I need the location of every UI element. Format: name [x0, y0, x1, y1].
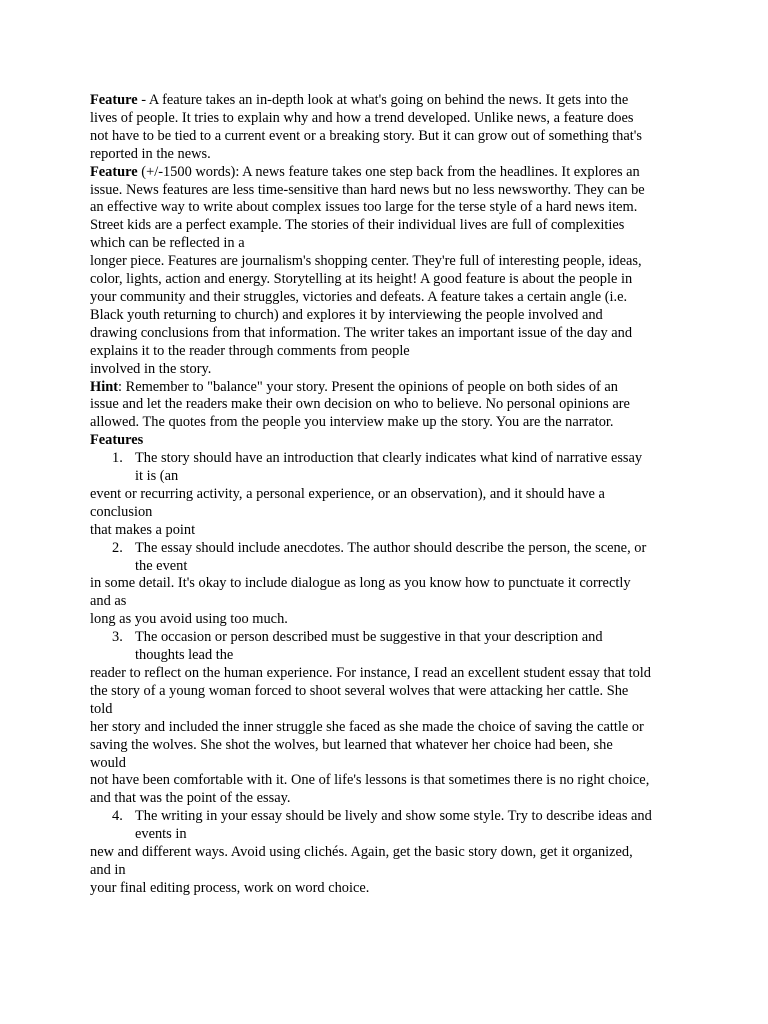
- text-line: that makes a point: [90, 521, 196, 538]
- features-list: [90, 450, 690, 898]
- text-line: the story of a young woman forced to shoot several wolves that were attacking her cattle. She: [90, 682, 629, 699]
- text-line: reported in the news.: [90, 145, 211, 162]
- list-item: [90, 808, 690, 844]
- text-line: an effective way to write about complex issues too large for the terse style of a hard news item.: [90, 199, 638, 216]
- text-line: told: [90, 700, 113, 717]
- text-line: (+/-1500 words): A news feature takes one step back from the headlines. It explores an: [137, 163, 640, 180]
- text-line: not have been comfortable with it. One of life's lessons is that sometimes there is no right choice,: [90, 772, 650, 789]
- list-item-continuation: [90, 486, 690, 540]
- text-line: events in: [135, 826, 187, 843]
- text-line: - A feature takes an in-depth look at what's going on behind the news. It gets into the: [137, 92, 629, 108]
- list-number: 2.: [112, 539, 123, 556]
- term-feature: Feature: [90, 92, 138, 108]
- text-line: not have to be tied to a current event or a breaking story. But it can grow out of something that's: [90, 127, 642, 144]
- text-line: The writing in your essay should be lively and show some style. Try to describe ideas and: [135, 808, 652, 825]
- features-heading: Features: [90, 432, 144, 449]
- list-number: 3.: [112, 629, 123, 646]
- term-feature: Feature: [90, 163, 138, 180]
- text-line: saving the wolves. She shot the wolves, but learned that whatever her choice had been, she: [90, 736, 613, 753]
- text-line: your community and their struggles, victories and defeats. A feature takes a certain angle (i.e.: [90, 288, 628, 305]
- document-body: [90, 92, 690, 898]
- text-line: would: [90, 754, 126, 771]
- text-line: The essay should include anecdotes. The author should describe the person, the scene, or: [135, 539, 647, 556]
- paragraph-hint: [90, 379, 690, 433]
- text-line: : Remember to "balance" your story. Present the opinions of people on both sides of an: [118, 378, 618, 395]
- list-item-continuation: [90, 575, 690, 629]
- text-line: it is (an: [135, 468, 179, 485]
- text-line: color, lights, action and energy. Storytelling at its height! A good feature is about the people in: [90, 271, 633, 288]
- text-line: reader to reflect on the human experience. For instance, I read an excellent student essay that told: [90, 665, 652, 681]
- text-line: issue and let the readers make their own decision on who to believe. No personal opinions are: [90, 396, 630, 413]
- text-line: drawing conclusions from that information. The writer takes an important issue of the day and: [90, 324, 633, 341]
- text-line: new and different ways. Avoid using clichés. Again, get the basic story down, get it organized,: [90, 844, 633, 861]
- term-hint: Hint: [90, 378, 118, 395]
- list-item: [90, 450, 690, 486]
- text-line: the event: [135, 557, 188, 574]
- list-item: [90, 540, 690, 576]
- paragraph-feature-intro: [90, 92, 690, 164]
- text-line: Black youth returning to church) and explores it by interviewing the people involved and: [90, 306, 603, 323]
- text-line: event or recurring activity, a personal experience, or an observation), and it should have a: [90, 485, 605, 502]
- text-line: longer piece. Features are journalism's shopping center. They're full of interesting people, ideas,: [90, 253, 642, 270]
- text-line: thoughts lead the: [135, 647, 234, 664]
- text-line: allowed. The quotes from the people you interview make up the story. You are the narrator.: [90, 414, 614, 431]
- list-item-continuation: [90, 665, 690, 808]
- text-line: involved in the story.: [90, 360, 212, 377]
- paragraph-news-feature: [90, 164, 690, 379]
- text-line: which can be reflected in a: [90, 235, 245, 252]
- text-line: and as: [90, 593, 127, 610]
- text-line: long as you avoid using too much.: [90, 611, 288, 628]
- list-number: 1.: [112, 450, 123, 467]
- text-line: and that was the point of the essay.: [90, 790, 291, 807]
- text-line: Street kids are a perfect example. The stories of their individual lives are full of complexities: [90, 217, 625, 234]
- text-line: The story should have an introduction that clearly indicates what kind of narrative essay: [135, 450, 643, 467]
- text-line: and in: [90, 861, 126, 878]
- text-line: conclusion: [90, 503, 153, 520]
- text-line: The occasion or person described must be suggestive in that your description and: [135, 629, 603, 646]
- text-line: issue. News features are less time-sensitive than hard news but no less newsworthy. They can be: [90, 181, 645, 198]
- text-line: explains it to the reader through comments from people: [90, 342, 410, 359]
- list-item: [90, 629, 690, 665]
- text-line: her story and included the inner struggle she faced as she made the choice of saving the cattle or: [90, 718, 644, 735]
- text-line: your final editing process, work on word choice.: [90, 879, 370, 896]
- text-line: in some detail. It's okay to include dialogue as long as you know how to punctuate it correctly: [90, 575, 631, 592]
- list-item-continuation: [90, 844, 690, 898]
- text-line: lives of people. It tries to explain why and how a trend developed. Unlike news, a feature does: [90, 109, 634, 126]
- list-number: 4.: [112, 808, 123, 825]
